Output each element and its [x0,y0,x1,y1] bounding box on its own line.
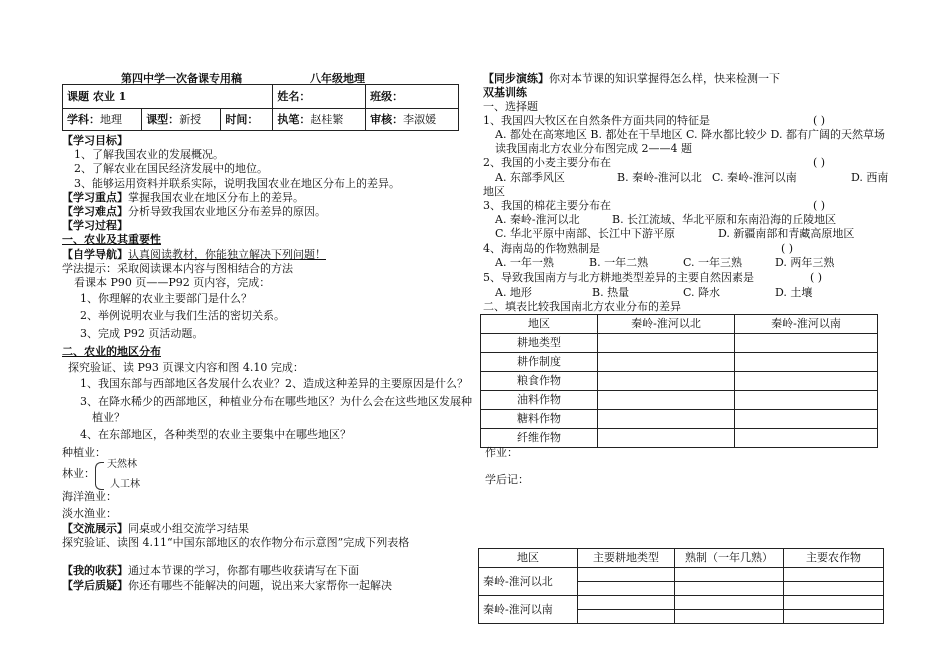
mcq-5-option-b: B. 热量 [592,286,630,299]
crop-table [478,548,884,624]
share-section: 【交流展示】同桌或小组交流学习结果 [62,522,249,535]
homework-label: 作业： [485,446,518,459]
mcq-3-answer: ( ) [813,199,826,212]
type-cell: 课型：新授 [142,109,221,131]
query-section: 【学后质疑】你还有哪些不能解决的问题，说出来大家帮你一起解决 [62,579,392,592]
reviewer-cell: 审核：李淑媛 [366,109,459,131]
crop-table-header-farmland: 主要耕地类型 [578,549,675,568]
forest-brace [95,462,104,490]
mcq-3: 3、我国的棉花主要分布在 [483,199,611,212]
process-title: 【学习过程】 [62,219,128,232]
info-table [62,84,459,131]
table-cell[interactable] [735,429,878,448]
question-2-4: 4、在东部地区，各种类型的农业主要集中在哪些地区？ [80,428,351,441]
mcq-3-option-b: B. 长江流域、华北平原和东南沿海的丘陵地区 [612,213,837,226]
after-class-notes-label: 学后记： [485,473,529,486]
goal-3: 3、能够运用资料并联系实际，说明我国农业在地区分布上的差异。 [74,177,400,190]
table-header-region: 地区 [481,315,598,334]
mcq-4-option-b: B. 一年二熟 [589,256,649,269]
mcq-2-answer: ( ) [813,156,826,169]
crop-table-header-crops: 主要农作物 [784,549,884,568]
mcq-2-option-c: C. 秦岭-淮河以南 [712,171,797,184]
question-2-1: 1、我国东部与西部地区各发展什么农业？2、造成这种差异的主要原因是什么？ [80,377,468,390]
mcq-4-option-c: C. 一年三熟 [683,256,743,269]
mcq-4: 4、海南岛的作物熟制是 [483,242,600,255]
mcq-4-option-d: D. 两年三熟 [775,256,835,269]
table-cell[interactable] [598,372,735,391]
mcq-2: 2、我国的小麦主要分布在 [483,156,611,169]
table-cell[interactable] [735,334,878,353]
mcq-1-answer: ( ) [813,114,826,127]
sync-practice: 【同步演练】你对本节课的知识掌握得怎么样，快来检测一下 [483,72,780,85]
table-cell[interactable] [598,391,735,410]
forestry-label: 林业： [62,467,95,480]
freshwater-fishery-label: 淡水渔业： [62,507,117,520]
goal-2: 2、了解农业在国民经济发展中的地位。 [74,162,268,175]
question-1-3: 3、完成 P92 页活动题。 [80,327,204,340]
mcq-5-option-d: D. 土壤 [775,286,813,299]
crop-table-row-label: 秦岭-淮河以北 [479,568,578,596]
table-cell[interactable] [784,568,884,582]
table-cell[interactable] [578,610,675,624]
table-cell[interactable] [578,568,675,582]
table-cell[interactable] [598,353,735,372]
crop-table-header-cropping: 熟制（一年几熟） [675,549,784,568]
table-cell[interactable] [784,610,884,624]
writer-cell: 执笔：赵桂繁 [273,109,366,131]
mcq-5-answer: ( ) [810,271,823,284]
question-1-2: 2、举例说明农业与我们生活的密切关系。 [80,309,285,322]
goal-title: 【学习目标】 [62,134,128,147]
table-cell[interactable] [675,582,784,596]
table-cell[interactable] [675,568,784,582]
question-2-3: 3、在降水稀少的西部地区，种植业分布在哪些地区？为什么会在这些地区发展种 [80,395,472,408]
table-row-label: 粮食作物 [481,372,598,391]
mcq-2-option-d: D. 西南 [851,171,889,184]
self-study: 【自学导航】认真阅读教材，你能独立解决下列问题！ [62,248,326,261]
table-cell[interactable] [735,391,878,410]
mcq-5: 5、导致我国南方与北方耕地类型差异的主要自然因素是 [483,271,754,284]
table-header-south: 秦岭-淮河以南 [735,315,878,334]
mcq-5-option-c: C. 降水 [683,286,721,299]
difficulty: 【学习难点】分析导致我国农业地区分布差异的原因。 [62,205,326,218]
goal-1: 1、了解我国农业的发展概况。 [74,148,224,161]
subject-header: 八年级地理 [310,72,365,85]
table-cell[interactable] [578,582,675,596]
natural-forest-label: 天然林 [107,459,137,470]
explore-2-instruction: 探究验证、读图 4.11“中国东部地区的农作物分布示意图”完成下列表格 [62,536,410,549]
mcq-1: 1、我国四大牧区在自然条件方面共同的特征是 [483,114,710,127]
mcq-3-option-a: A. 秦岭-淮河以北 [495,213,580,226]
mcq-4-answer: ( ) [781,242,794,255]
mcq-note: 读我国南北方农业分布图完成 2——4 题 [495,142,692,155]
table-cell[interactable] [735,353,878,372]
marine-fishery-label: 海洋渔业： [62,490,117,503]
table-row-label: 纤维作物 [481,429,598,448]
table-header-north: 秦岭-淮河以北 [598,315,735,334]
mcq-5-option-a: A. 地形 [495,286,532,299]
table-row-label: 糖料作物 [481,410,598,429]
subject-cell: 学科：地理 [63,109,142,131]
explore-instruction: 探究验证、读 P93 页课文内容和图 4.10 完成： [68,361,304,374]
table-cell[interactable] [735,372,878,391]
topic-cell: 课题 农业 1 [63,85,273,109]
mcq-1-options: A. 都处在高寒地区 B. 都处在干旱地区 C. 降水都比较少 D. 都有广阔的天然草场 [495,128,885,141]
mcq-4-option-a: A. 一年一熟 [495,256,554,269]
table-cell[interactable] [598,334,735,353]
comparison-table [480,314,878,448]
read-instruction: 看课本 P90 页——P92 页内容，完成： [74,276,271,289]
table-row-label: 油料作物 [481,391,598,410]
mcq-2-option-b: B. 秦岭-淮河以北 [617,171,702,184]
table-row-label: 耕地类型 [481,334,598,353]
school-header: 第四中学一次备课专用稿 [121,72,242,85]
table-cell[interactable] [598,429,735,448]
mcq-3-option-c: C. 华北平原中南部、长江中下游平原 [495,227,676,240]
table-row-label: 耕作制度 [481,353,598,372]
table-cell[interactable] [784,582,884,596]
time-cell: 时间： [221,109,273,131]
method-tip: 学法提示：采取阅读课本内容与图相结合的方法 [62,262,293,275]
mcq-3-option-d: D. 新疆南部和青藏高原地区 [718,227,855,240]
gain-section: 【我的收获】通过本节课的学习，你都有哪些收获请写在下面 [62,564,359,577]
planting-label: 种植业： [62,446,106,459]
section-2-title: 二、农业的地区分布 [62,345,161,358]
name-cell: 姓名： [273,85,366,109]
table-cell[interactable] [578,596,675,610]
table-cell[interactable] [784,596,884,610]
section-1-title: 一、农业及其重要性 [62,233,161,246]
crop-table-row-label: 秦岭-淮河以南 [479,596,578,624]
part-2-title: 二、填表比较我国南北方农业分布的差异 [483,300,681,313]
mcq-2-option-a: A. 东部季风区 [495,171,565,184]
question-1-1: 1、你理解的农业主要部门是什么？ [80,292,252,305]
table-cell[interactable] [675,596,784,610]
question-2-3-cont: 植业？ [92,411,125,424]
table-cell[interactable] [735,410,878,429]
mcq-2-option-d-cont: 地区 [483,185,505,198]
table-cell[interactable] [598,410,735,429]
double-training-title: 双基训练 [483,86,527,99]
class-cell: 班级： [366,85,459,109]
artificial-forest-label: 人工林 [110,479,140,490]
key-point: 【学习重点】掌握我国农业在地区分布上的差异。 [62,191,304,204]
table-cell[interactable] [675,610,784,624]
crop-table-header-region: 地区 [479,549,578,568]
part-1-title: 一、选择题 [483,100,538,113]
